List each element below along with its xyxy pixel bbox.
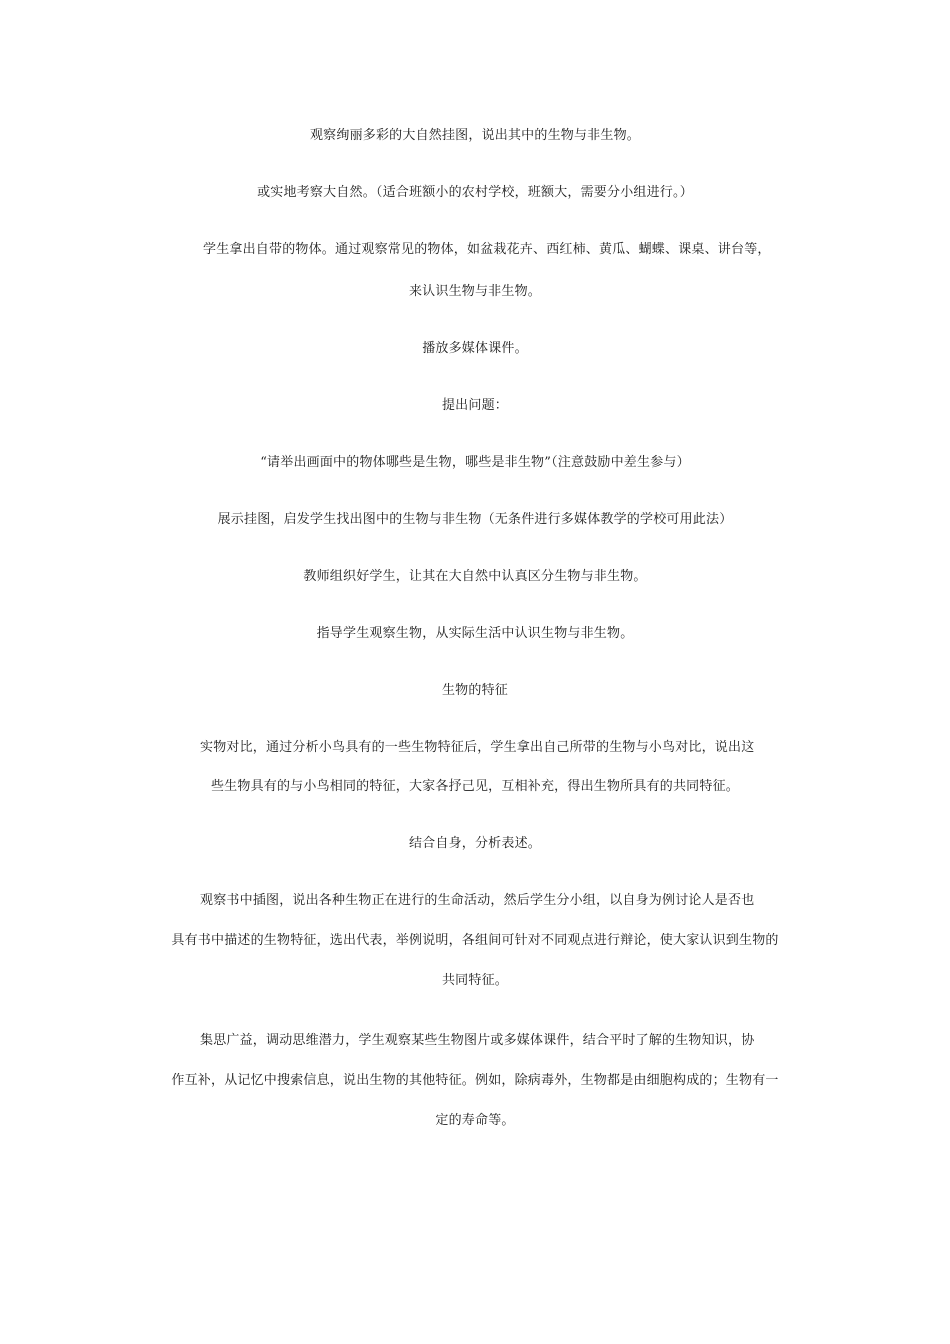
text-line: 学生拿出自带的物体。通过观察常见的物体，如盆栽花卉、西红柿、黄瓜、蝴蝶、课桌、讲台等， [203, 242, 771, 257]
text-line: 结合自身，分析表述。 [408, 836, 541, 851]
text-line: 观察绚丽多彩的大自然挂图，说出其中的生物与非生物。 [309, 128, 640, 143]
text-line: “请举出画面中的物体哪些是生物，哪些是非生物”（注意鼓励中差生参与） [260, 455, 690, 470]
text-line: 展示挂图，启发学生找出图中的生物与非生物（无条件进行多媒体教学的学校可用此法） [217, 512, 733, 527]
text-line: 实物对比，通过分析小鸟具有的一些生物特征后，学生拿出自己所带的生物与小鸟对比，说出这 [200, 740, 755, 755]
text-line: 共同特征。 [441, 973, 508, 988]
text-line: 或实地考察大自然。（适合班额小的农村学校，班额大，需要分小组进行。） [257, 185, 693, 200]
text-line: 集思广益，调动思维潜力，学生观察某些生物图片或多媒体课件，结合平时了解的生物知识，协 [200, 1033, 755, 1048]
text-line: 些生物具有的与小鸟相同的特征，大家各抒己见，互相补充，得出生物所具有的共同特征。 [210, 779, 739, 794]
text-line: 具有书中描述的生物特征，选出代表，举例说明，各组间可针对不同观点进行辩论，使大家认识到生物的 [171, 933, 779, 948]
text-line: 作互补，从记忆中搜索信息，说出生物的其他特征。例如，除病毒外，生物都是由细胞构成的；生物有一 [171, 1073, 779, 1088]
section-heading: 生物的特征 [441, 683, 508, 698]
text-line: 播放多媒体课件。 [422, 341, 528, 356]
text-line: 提出问题： [441, 398, 508, 413]
text-line: 指导学生观察生物，从实际生活中认识生物与非生物。 [316, 626, 634, 641]
text-line: 教师组织好学生，让其在大自然中认真区分生物与非生物。 [303, 569, 647, 584]
text-line: 来认识生物与非生物。 [408, 284, 541, 299]
text-line: 观察书中插图，说出各种生物正在进行的生命活动，然后学生分小组，以自身为例讨论人是否也 [200, 893, 755, 908]
text-line: 定的寿命等。 [435, 1113, 515, 1128]
